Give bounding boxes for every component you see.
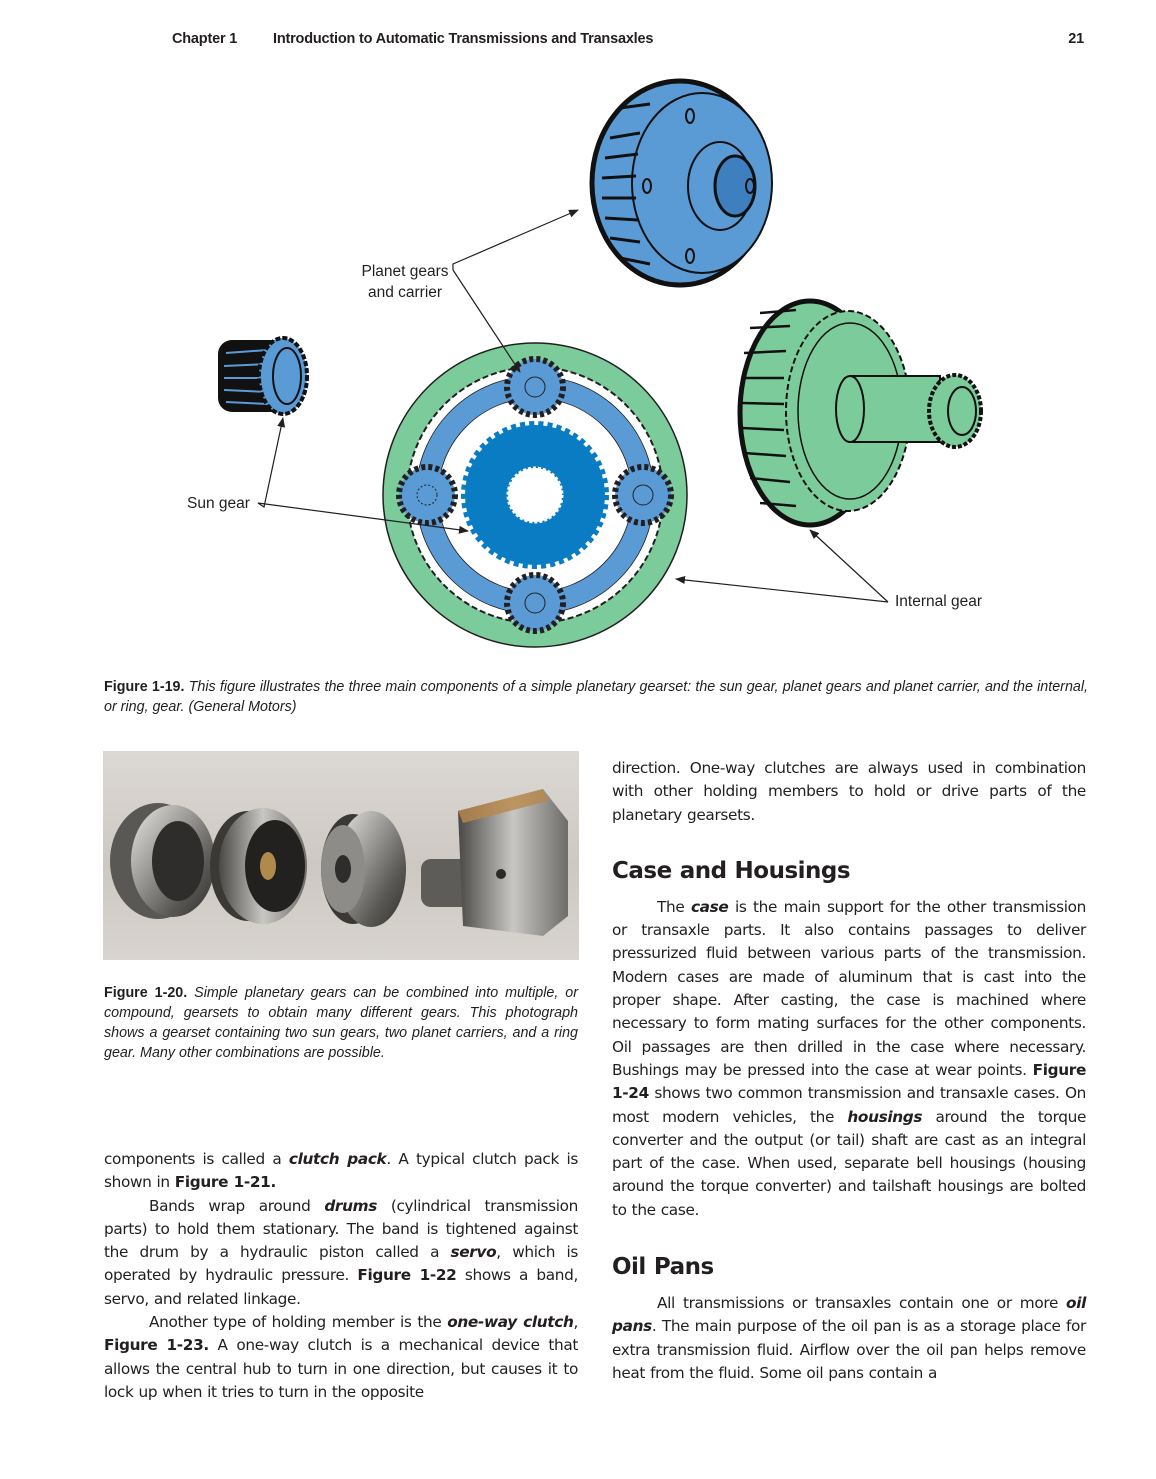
- figure-ref-1-22: Figure 1-22: [357, 1266, 457, 1285]
- paragraph-case: The case is the main support for the other transmission or transaxle parts. It also contains passages to deliver pressurized fluid between various parts of the transmission. Modern cases are made of aluminum that is cast into the proper shape. After casting, the case is machined where necessary to form mating surfaces for the other components. Oil passages are then drilled in the case where necessary. Bushings may be pressed into the case at wear points. Figure 1-24 shows two common transmission and transaxle cases. On most modern vehicles, the housings around the torque converter and the output (or tail) shaft are cast as an integral part of the case. When used, separate bell housings (housing around the torque converter) and tailshaft housings are bolted to the case.: [612, 897, 1086, 1219]
- figure-ref-1-24: Figure 1-24: [612, 1060, 1086, 1103]
- compound-gearset-photo-icon: [103, 751, 579, 960]
- term-one-way-clutch: one-way clutch: [447, 1313, 574, 1332]
- figure-ref-1-21: Figure 1-21.: [174, 1173, 276, 1192]
- assembled-planetary-gearset-icon: [383, 343, 687, 647]
- right-column-body: [612, 757, 1086, 1385]
- figure-1-19-caption: [104, 677, 1088, 717]
- caption-text: Simple planetary gears can be combined into multiple, or compound, gearsets to obtain many different gears. This photograph shows a gearset containing two sun gears, two planet carriers, and a ring gear. Many other combinations are possible.: [104, 985, 578, 1061]
- paragraph-one-way-clutch: Another type of holding member is the one-way clutch, Figure 1-23. A one-way clutch is a mechanical device that allows the central hub to turn in one direction, but causes it to lock up when it tries to turn in the opposite: [104, 1313, 578, 1401]
- planet-gear-bottom: [507, 575, 563, 631]
- planetary-gearset-illustration: [150, 78, 1030, 668]
- term-oil-pans: oil pans: [612, 1294, 1086, 1336]
- planet-gear-top: [507, 359, 563, 415]
- label-sun-gear: Sun gear: [187, 495, 250, 512]
- planet-gear-right: [615, 467, 671, 523]
- planet-carrier: [321, 811, 406, 927]
- paragraph-continued: direction. One-way clutches are always used in combination with other holding members to hold or drive parts of the planetary gearsets.: [612, 759, 1086, 824]
- term-clutch-pack: clutch pack: [288, 1150, 387, 1168]
- internal-gear-exploded-icon: [740, 301, 981, 525]
- label-planet-gears: Planet gears and carrier: [361, 263, 449, 301]
- term-case: case: [690, 897, 729, 916]
- sun-gear-exploded-icon: [218, 338, 307, 414]
- drum-2: [210, 808, 307, 924]
- caption-text: This figure illustrates the three main components of a simple planetary gearset: the sun gear, planet gears and planet carrier, and the internal, or ring, gear. (General Motors): [104, 679, 1088, 715]
- caption-label: Figure 1-19.: [104, 679, 185, 695]
- figure-1-20-caption: [104, 983, 578, 1063]
- paragraph-oil-pans: All transmissions or transaxles contain one or more oil pans. The main purpose of the oil pan is as a storage place for extra transmission fluid. Airflow over the oil pan helps remove heat from the fluid. Some oil pans contain a: [612, 1294, 1086, 1382]
- paragraph-clutch-pack: components is called a clutch pack. A typical clutch pack is shown in Figure 1-21.: [104, 1150, 578, 1192]
- section-heading-case-and-housings: Case and Housings: [612, 857, 851, 884]
- running-head: [172, 31, 1088, 51]
- ring-gear-shaft: [421, 789, 568, 936]
- planet-gear-left: [399, 467, 455, 523]
- term-drums: drums: [324, 1196, 377, 1215]
- figure-ref-1-23: Figure 1-23.: [104, 1336, 209, 1355]
- page-number: 21: [1068, 31, 1084, 47]
- left-column-body: [104, 1148, 578, 1404]
- label-internal-gear: Internal gear: [895, 593, 983, 610]
- figure-1-20-photo: [103, 751, 579, 960]
- chapter-title: Introduction to Automatic Transmissions and Transaxles: [273, 31, 654, 47]
- caption-label: Figure 1-20.: [104, 985, 188, 1001]
- section-heading-oil-pans: Oil Pans: [612, 1254, 714, 1281]
- drum-1: [110, 803, 215, 919]
- term-servo: servo: [450, 1243, 497, 1262]
- planet-carrier-exploded-icon: [592, 81, 772, 285]
- chapter-number: Chapter 1: [172, 31, 238, 47]
- paragraph-bands: Bands wrap around drums (cylindrical transmission parts) to hold them stationary. The band is tightened against the drum by a hydraulic piston called a servo, which is operated by hydraulic pressure. Figure 1-22 shows a band, servo, and related linkage.: [104, 1196, 578, 1308]
- term-housings: housings: [847, 1107, 923, 1126]
- figure-1-19-planetary-gearset: [150, 78, 1030, 668]
